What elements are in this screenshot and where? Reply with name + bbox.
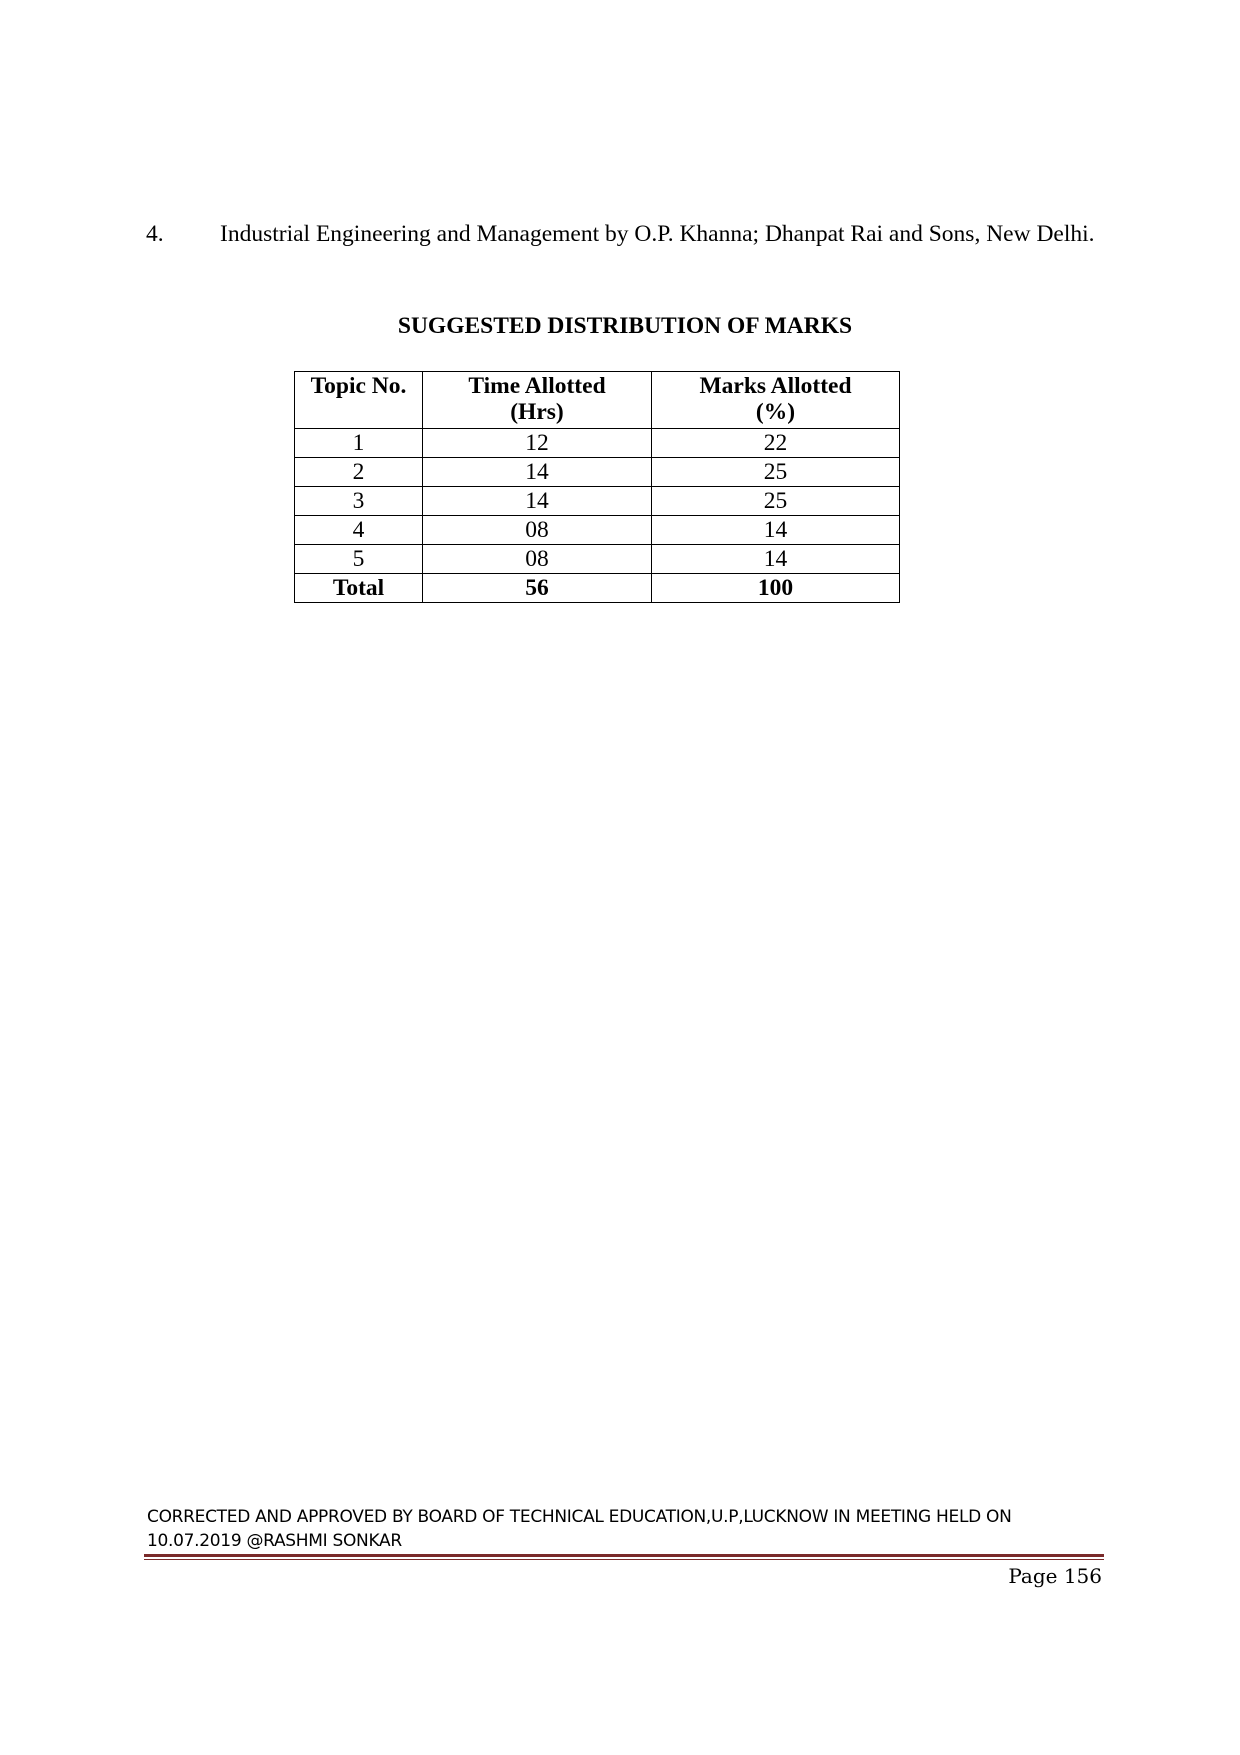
total-time: 56: [423, 574, 652, 603]
section-title: SUGGESTED DISTRIBUTION OF MARKS: [397, 313, 853, 339]
cell-topic: 2: [295, 458, 423, 487]
reference-number: 4.: [146, 221, 164, 247]
table-row: [295, 487, 900, 516]
table-row: [295, 516, 900, 545]
table-row: [295, 458, 900, 487]
reference-item: [146, 219, 1102, 250]
footer-line-2: 10.07.2019 @RASHMI SONKAR: [147, 1531, 402, 1551]
cell-time: 12: [423, 429, 652, 458]
footer-divider-thin: [144, 1559, 1104, 1560]
table-total-row: [295, 574, 900, 603]
table-header-row: [295, 372, 900, 429]
cell-marks: 14: [652, 516, 900, 545]
table-row: [295, 545, 900, 574]
total-label: Total: [295, 574, 423, 603]
footer-approval-note: [147, 1505, 1107, 1553]
cell-topic: 5: [295, 545, 423, 574]
cell-marks: 22: [652, 429, 900, 458]
cell-time: 08: [423, 516, 652, 545]
page-number: Page 156: [1008, 1564, 1102, 1588]
cell-marks: 14: [652, 545, 900, 574]
cell-time: 08: [423, 545, 652, 574]
reference-text: Industrial Engineering and Management by O.P. Khanna; Dhanpat Rai and Sons, New Delhi.: [220, 221, 1095, 247]
cell-topic: 4: [295, 516, 423, 545]
footer-line-1: CORRECTED AND APPROVED BY BOARD OF TECHNICAL EDUCATION,U.P,LUCKNOW IN MEETING HELD ON: [147, 1507, 1012, 1527]
marks-distribution-table: [294, 371, 900, 603]
cell-time: 14: [423, 487, 652, 516]
total-marks: 100: [652, 574, 900, 603]
footer-divider: [144, 1554, 1104, 1557]
cell-marks: 25: [652, 458, 900, 487]
header-marks: Marks Allotted (%): [652, 372, 900, 429]
header-topic: Topic No.: [295, 372, 423, 429]
cell-marks: 25: [652, 487, 900, 516]
cell-topic: 1: [295, 429, 423, 458]
header-time: Time Allotted (Hrs): [423, 372, 652, 429]
cell-time: 14: [423, 458, 652, 487]
table-row: [295, 429, 900, 458]
cell-topic: 3: [295, 487, 423, 516]
